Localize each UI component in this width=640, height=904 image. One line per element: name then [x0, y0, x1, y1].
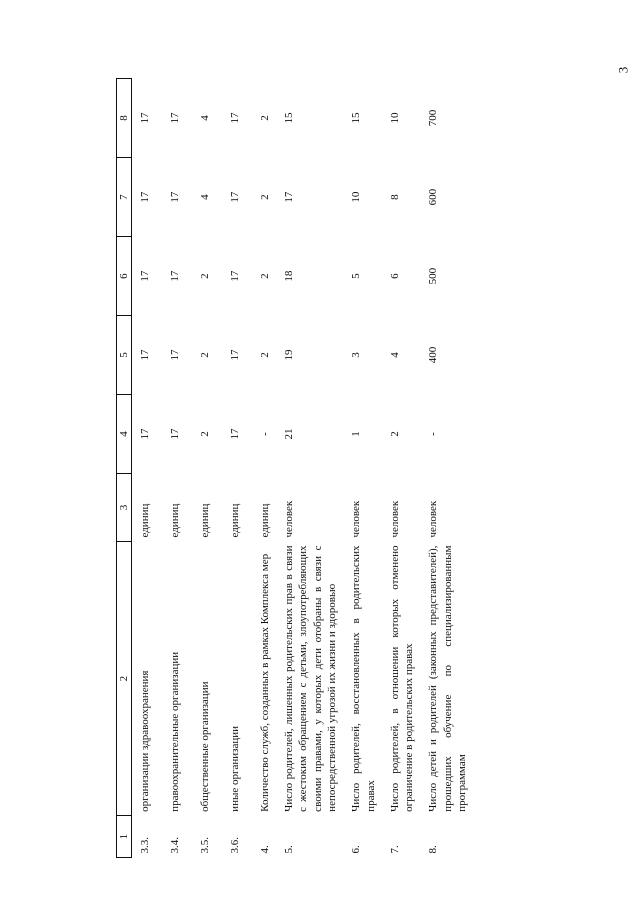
value-col-4: 17: [168, 428, 181, 440]
value-col-5: 4: [388, 352, 401, 358]
indicator-name: Количество служб, созданных в рамках Комплекса мер: [258, 553, 271, 812]
value-col-7: 10: [350, 191, 363, 203]
value-col-7: 4: [198, 194, 211, 200]
unit: человек: [350, 500, 363, 538]
indicator-name: правоохранительные организации: [168, 651, 181, 812]
value-col-5: 400: [427, 346, 440, 364]
unit: единиц: [168, 503, 181, 538]
row-number: 3.5.: [198, 837, 211, 854]
value-col-7: 17: [168, 191, 181, 203]
indicator-name: организации здравоохранения: [139, 670, 152, 812]
value-col-4: 21: [283, 428, 296, 440]
table-row: [252, 79, 276, 858]
value-col-6: 17: [168, 270, 181, 282]
table-row: [382, 79, 421, 858]
unit: единиц: [139, 503, 152, 538]
indicator-name: иные организации: [228, 725, 241, 812]
unit: единиц: [258, 503, 271, 538]
value-col-5: 17: [228, 349, 241, 361]
value-col-6: 18: [283, 270, 296, 282]
unit: человек: [283, 500, 296, 538]
row-number: 6.: [350, 845, 363, 854]
unit: человек: [388, 500, 401, 538]
header-cell-3: 3: [117, 474, 132, 542]
value-col-7: 17: [283, 191, 296, 203]
value-col-8: 17: [228, 112, 241, 124]
page-number: 3: [614, 66, 630, 74]
header-cell-7: 7: [117, 158, 132, 237]
table-row: [420, 79, 473, 858]
indicator-name: Число детей и родителей (законных представителей), прошедших обучение по специализированным программам: [427, 545, 469, 812]
value-col-4: 2: [198, 431, 211, 437]
value-col-7: 17: [228, 191, 241, 203]
row-number: 8.: [427, 845, 440, 854]
value-col-6: 17: [139, 270, 152, 282]
value-col-5: 2: [198, 352, 211, 358]
table-row: [343, 79, 382, 858]
value-col-4: -: [258, 432, 271, 436]
value-col-4: 17: [139, 428, 152, 440]
value-col-8: 17: [139, 112, 152, 124]
indicators-table: [116, 78, 473, 858]
value-col-4: -: [427, 432, 440, 436]
value-col-6: 2: [258, 273, 271, 279]
header-cell-8: 8: [117, 79, 132, 158]
row-number: 4.: [258, 845, 271, 854]
value-col-5: 3: [350, 352, 363, 358]
table-row: [162, 79, 192, 858]
value-col-6: 2: [198, 273, 211, 279]
row-number: 5.: [283, 845, 296, 854]
unit: единиц: [228, 503, 241, 538]
header-cell-1: 1: [117, 816, 132, 858]
value-col-7: 2: [258, 194, 271, 200]
indicator-name: общественные организации: [198, 681, 211, 812]
value-col-6: 6: [388, 273, 401, 279]
value-col-5: 17: [168, 349, 181, 361]
header-cell-5: 5: [117, 316, 132, 395]
value-col-4: 1: [350, 431, 363, 437]
value-col-4: 17: [228, 428, 241, 440]
header-cell-4: 4: [117, 395, 132, 474]
header-cell-2: 2: [117, 542, 132, 816]
value-col-8: 2: [258, 115, 271, 121]
table-row: [222, 79, 252, 858]
value-col-8: 15: [350, 112, 363, 124]
value-col-7: 17: [139, 191, 152, 203]
table-row: [132, 79, 162, 858]
table-row: [192, 79, 222, 858]
indicator-name: Число родителей, в отношении которых отменено ограничение в родительских правах: [388, 545, 416, 812]
unit: единиц: [198, 503, 211, 538]
value-col-4: 2: [388, 431, 401, 437]
value-col-8: 10: [388, 112, 401, 124]
value-col-7: 8: [388, 194, 401, 200]
value-col-8: 15: [283, 112, 296, 124]
value-col-5: 19: [283, 349, 296, 361]
value-col-7: 600: [427, 188, 440, 206]
header-row: [117, 79, 132, 858]
rotated-table-area: [116, 78, 536, 858]
value-col-8: 4: [198, 115, 211, 121]
row-number: 3.6.: [228, 837, 241, 854]
value-col-5: 2: [258, 352, 271, 358]
value-col-5: 17: [139, 349, 152, 361]
value-col-8: 700: [427, 109, 440, 127]
value-col-6: 5: [350, 273, 363, 279]
value-col-8: 17: [168, 112, 181, 124]
row-number: 3.3.: [139, 837, 152, 854]
value-col-6: 500: [427, 267, 440, 285]
header-cell-6: 6: [117, 237, 132, 316]
row-number: 3.4.: [168, 837, 181, 854]
table-row: [276, 79, 343, 858]
value-col-6: 17: [228, 270, 241, 282]
indicator-name: Число родителей, лишенных родительских прав в связи с жестоким обращением с детьми, злоупотребляющих своими правами, у которых дети отобраны в связи с непосредственной угрозой их жизни и здоровью: [283, 545, 338, 812]
unit: человек: [427, 500, 440, 538]
indicator-name: Число родителей, восстановленных в родительских правах: [350, 545, 377, 812]
row-number: 7.: [388, 845, 401, 854]
